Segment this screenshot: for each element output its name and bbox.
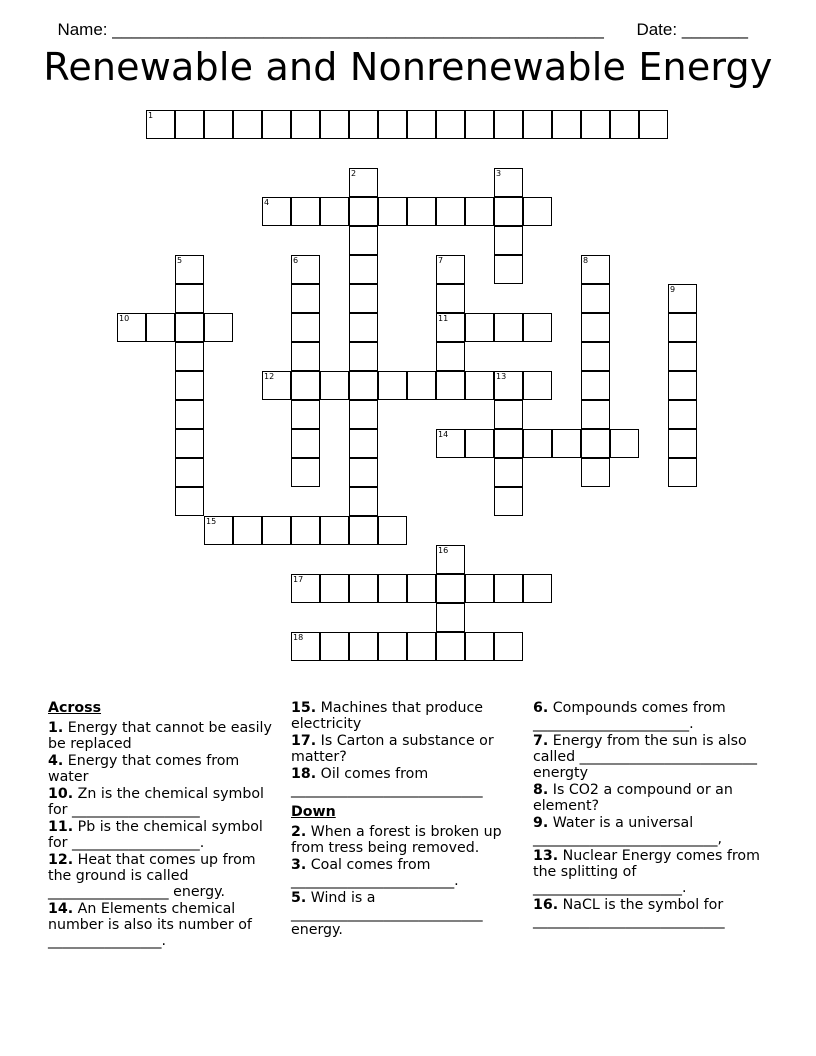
name-label: Name: <box>57 20 113 39</box>
crossword-cell[interactable] <box>349 342 378 371</box>
clue-number: 13. <box>533 848 559 864</box>
crossword-cell[interactable] <box>436 632 465 661</box>
crossword-cell[interactable] <box>610 429 639 458</box>
crossword-cell[interactable] <box>610 110 639 139</box>
crossword-cell[interactable] <box>175 313 204 342</box>
clue-text: Wind is a ___________________________ energy. <box>291 890 483 938</box>
crossword-cell[interactable] <box>175 255 204 284</box>
crossword-cell[interactable] <box>349 284 378 313</box>
clue-item <box>533 815 773 847</box>
crossword-cell[interactable] <box>175 400 204 429</box>
clues-column-1 <box>48 700 274 950</box>
across-heading: Across <box>48 700 102 716</box>
crossword-cell[interactable] <box>175 110 204 139</box>
crossword-cell[interactable] <box>668 429 697 458</box>
crossword-cell[interactable] <box>262 516 291 545</box>
clues-column-2 <box>291 700 527 939</box>
crossword-cell[interactable] <box>291 632 320 661</box>
cell-number: 10 <box>119 314 130 323</box>
crossword-cell[interactable] <box>581 458 610 487</box>
crossword-cell[interactable] <box>378 574 407 603</box>
crossword-cell[interactable] <box>349 632 378 661</box>
crossword-cell[interactable] <box>523 110 552 139</box>
crossword-cell[interactable] <box>117 313 146 342</box>
crossword-cell[interactable] <box>523 313 552 342</box>
clue-text: NaCL is the symbol for ___________________________ <box>533 897 725 929</box>
clue-text: Machines that produce electricity <box>291 700 483 732</box>
crossword-cell[interactable] <box>291 342 320 371</box>
crossword-cell[interactable] <box>581 255 610 284</box>
cell-number: 9 <box>670 285 676 294</box>
clue-item <box>291 733 527 765</box>
crossword-cell[interactable] <box>349 516 378 545</box>
crossword-cell[interactable] <box>436 197 465 226</box>
clue-number: 7. <box>533 733 549 749</box>
clue-number: 15. <box>291 700 317 716</box>
crossword-cell[interactable] <box>523 574 552 603</box>
clue-item <box>48 819 274 851</box>
crossword-cell[interactable] <box>320 371 349 400</box>
crossword-cell[interactable] <box>581 371 610 400</box>
crossword-cell[interactable] <box>349 400 378 429</box>
crossword-cell[interactable] <box>494 371 523 400</box>
clue-number: 3. <box>291 857 307 873</box>
crossword-cell[interactable] <box>494 168 523 197</box>
crossword-cell[interactable] <box>436 545 465 574</box>
clue-text: Is CO2 a compound or an element? <box>533 782 733 814</box>
cell-number: 11 <box>438 314 449 323</box>
crossword-cell[interactable] <box>349 313 378 342</box>
crossword-cell[interactable] <box>291 574 320 603</box>
date-label: Date: <box>636 20 682 39</box>
clue-text: Pb is the chemical symbol for __________________. <box>48 819 263 851</box>
crossword-cell[interactable] <box>320 574 349 603</box>
crossword-cell[interactable] <box>175 487 204 516</box>
crossword-cell[interactable] <box>175 284 204 313</box>
clue-number: 16. <box>533 897 559 913</box>
cell-number: 14 <box>438 430 449 439</box>
crossword-cell[interactable] <box>291 313 320 342</box>
crossword-cell[interactable] <box>407 371 436 400</box>
clue-text: Energy that comes from water <box>48 753 240 785</box>
cell-number: 15 <box>206 517 217 526</box>
clue-item <box>533 733 773 781</box>
crossword-cell[interactable] <box>146 313 175 342</box>
crossword-cell[interactable] <box>436 110 465 139</box>
crossword-cell[interactable] <box>494 313 523 342</box>
crossword-cell[interactable] <box>465 574 494 603</box>
clue-item <box>48 720 274 752</box>
crossword-cell[interactable] <box>465 110 494 139</box>
cell-number: 2 <box>351 169 357 178</box>
col1-clue-list <box>48 720 274 949</box>
crossword-cell[interactable] <box>523 371 552 400</box>
crossword-cell[interactable] <box>523 197 552 226</box>
clue-text: When a forest is broken up from tress being removed. <box>291 824 502 856</box>
crossword-cell[interactable] <box>175 371 204 400</box>
crossword-cell[interactable] <box>349 168 378 197</box>
crossword-cell[interactable] <box>291 255 320 284</box>
crossword-cell[interactable] <box>291 371 320 400</box>
crossword-cell[interactable] <box>320 516 349 545</box>
crossword-cell[interactable] <box>494 429 523 458</box>
clue-text: Water is a universal __________________________, <box>533 815 722 847</box>
clue-text: Coal comes from _______________________. <box>291 857 459 889</box>
crossword-cell[interactable] <box>552 110 581 139</box>
clue-text: Energy from the sun is also called _________________________ energty <box>533 733 757 781</box>
clue-text: Compounds comes from ______________________. <box>533 700 726 732</box>
cell-number: 18 <box>293 633 304 642</box>
name-blank-line[interactable]: ____________________________________________________ <box>112 20 604 39</box>
clue-text: Energy that cannot be easily be replaced <box>48 720 272 752</box>
crossword-cell[interactable] <box>436 371 465 400</box>
clue-number: 10. <box>48 786 74 802</box>
col3-clue-list <box>533 700 773 929</box>
clues-column-3 <box>533 700 773 930</box>
cell-number: 7 <box>438 256 444 265</box>
clue-item <box>291 766 527 798</box>
cell-number: 8 <box>583 256 589 265</box>
crossword-cell[interactable] <box>291 516 320 545</box>
crossword-cell[interactable] <box>291 400 320 429</box>
crossword-cell[interactable] <box>378 371 407 400</box>
crossword-cell[interactable] <box>175 342 204 371</box>
cell-number: 17 <box>293 575 304 584</box>
crossword-cell[interactable] <box>175 458 204 487</box>
crossword-cell[interactable] <box>349 487 378 516</box>
crossword-cell[interactable] <box>436 255 465 284</box>
crossword-cell[interactable] <box>175 429 204 458</box>
crossword-cell[interactable] <box>436 342 465 371</box>
crossword-cell[interactable] <box>494 458 523 487</box>
clue-number: 18. <box>291 766 317 782</box>
crossword-cell[interactable] <box>494 632 523 661</box>
clue-number: 17. <box>291 733 317 749</box>
crossword-cell[interactable] <box>349 226 378 255</box>
crossword-cell[interactable] <box>233 110 262 139</box>
crossword-cell[interactable] <box>349 574 378 603</box>
crossword-cell[interactable] <box>668 371 697 400</box>
clue-text: Oil comes from ___________________________ <box>291 766 483 798</box>
crossword-cell[interactable] <box>494 226 523 255</box>
crossword-cell[interactable] <box>639 110 668 139</box>
clue-number: 1. <box>48 720 64 736</box>
clue-item <box>533 848 773 896</box>
crossword-cell[interactable] <box>349 110 378 139</box>
crossword-cell[interactable] <box>581 313 610 342</box>
crossword-cell[interactable] <box>436 284 465 313</box>
col2-across-clue-list <box>291 700 527 798</box>
col2-down-clue-list <box>291 824 527 938</box>
clue-number: 8. <box>533 782 549 798</box>
crossword-cell[interactable] <box>465 429 494 458</box>
crossword-cell[interactable] <box>320 110 349 139</box>
clue-item <box>48 901 274 949</box>
down-heading: Down <box>291 804 336 820</box>
clue-item <box>533 782 773 814</box>
crossword-cell[interactable] <box>204 313 233 342</box>
crossword-cell[interactable] <box>668 458 697 487</box>
crossword-cell[interactable] <box>378 197 407 226</box>
crossword-cell[interactable] <box>378 632 407 661</box>
crossword-cell[interactable] <box>581 110 610 139</box>
cell-number: 3 <box>496 169 502 178</box>
crossword-cell[interactable] <box>494 574 523 603</box>
clue-item <box>291 700 527 732</box>
crossword-cell[interactable] <box>407 197 436 226</box>
crossword-cell[interactable] <box>291 197 320 226</box>
clue-text: Heat that comes up from the ground is called _________________ energy. <box>48 852 256 900</box>
crossword-cell[interactable] <box>349 371 378 400</box>
cell-number: 5 <box>177 256 183 265</box>
crossword-cell[interactable] <box>320 632 349 661</box>
date-blank-line[interactable]: _______ <box>681 20 748 39</box>
crossword-cell[interactable] <box>494 197 523 226</box>
crossword-cell[interactable] <box>320 197 349 226</box>
crossword-cell[interactable] <box>436 603 465 632</box>
clue-item <box>291 857 527 889</box>
crossword-cell[interactable] <box>668 342 697 371</box>
crossword-cell[interactable] <box>204 110 233 139</box>
crossword-cell[interactable] <box>465 371 494 400</box>
crossword-cell[interactable] <box>465 313 494 342</box>
clue-item <box>533 897 773 929</box>
crossword-cell[interactable] <box>465 197 494 226</box>
crossword-cell[interactable] <box>291 429 320 458</box>
cell-number: 1 <box>148 111 154 120</box>
clue-number: 6. <box>533 700 549 716</box>
crossword-cell[interactable] <box>494 487 523 516</box>
crossword-cell[interactable] <box>523 429 552 458</box>
crossword-cell[interactable] <box>581 429 610 458</box>
crossword-cell[interactable] <box>262 110 291 139</box>
crossword-cell[interactable] <box>291 458 320 487</box>
clue-item <box>533 700 773 732</box>
crossword-cell[interactable] <box>204 516 233 545</box>
cell-number: 12 <box>264 372 275 381</box>
crossword-cell[interactable] <box>494 400 523 429</box>
clue-item <box>291 824 527 856</box>
cell-number: 4 <box>264 198 270 207</box>
crossword-cell[interactable] <box>668 284 697 313</box>
clue-number: 4. <box>48 753 64 769</box>
crossword-cell[interactable] <box>668 400 697 429</box>
crossword-cell[interactable] <box>407 574 436 603</box>
crossword-cell[interactable] <box>146 110 175 139</box>
cell-number: 6 <box>293 256 299 265</box>
clue-text: Zn is the chemical symbol for __________________ <box>48 786 264 818</box>
crossword-cell[interactable] <box>436 429 465 458</box>
crossword-cell[interactable] <box>581 342 610 371</box>
crossword-cell[interactable] <box>436 313 465 342</box>
clue-item <box>291 890 527 938</box>
clue-item <box>48 753 274 785</box>
crossword-cell[interactable] <box>349 429 378 458</box>
crossword-cell[interactable] <box>668 313 697 342</box>
clue-item <box>48 852 274 900</box>
clue-number: 9. <box>533 815 549 831</box>
crossword-cell[interactable] <box>349 197 378 226</box>
crossword-cell[interactable] <box>291 110 320 139</box>
crossword-cell[interactable] <box>262 197 291 226</box>
cell-number: 16 <box>438 546 449 555</box>
crossword-cell[interactable] <box>494 255 523 284</box>
crossword-cell[interactable] <box>465 632 494 661</box>
clue-text: Is Carton a substance or matter? <box>291 733 494 765</box>
crossword-cell[interactable] <box>552 429 581 458</box>
crossword-cell[interactable] <box>436 574 465 603</box>
clue-number: 14. <box>48 901 74 917</box>
crossword-cell[interactable] <box>262 371 291 400</box>
crossword-cell[interactable] <box>291 284 320 313</box>
crossword-cell[interactable] <box>233 516 262 545</box>
crossword-cell[interactable] <box>378 110 407 139</box>
clue-number: 11. <box>48 819 74 835</box>
clue-number: 5. <box>291 890 307 906</box>
crossword-cell[interactable] <box>407 632 436 661</box>
cell-number: 13 <box>496 372 507 381</box>
crossword-cell[interactable] <box>494 110 523 139</box>
crossword-cell[interactable] <box>581 400 610 429</box>
crossword-cell[interactable] <box>407 110 436 139</box>
clue-text: Nuclear Energy comes from the splitting of _____________________. <box>533 848 760 896</box>
crossword-cell[interactable] <box>349 255 378 284</box>
clue-item <box>48 786 274 818</box>
page-title: Renewable and Nonrenewable Energy <box>43 45 773 89</box>
crossword-cell[interactable] <box>581 284 610 313</box>
crossword-cell[interactable] <box>378 516 407 545</box>
clue-text: An Elements chemical number is also its number of ________________. <box>48 901 252 949</box>
crossword-cell[interactable] <box>349 458 378 487</box>
clue-number: 2. <box>291 824 307 840</box>
clue-number: 12. <box>48 852 74 868</box>
